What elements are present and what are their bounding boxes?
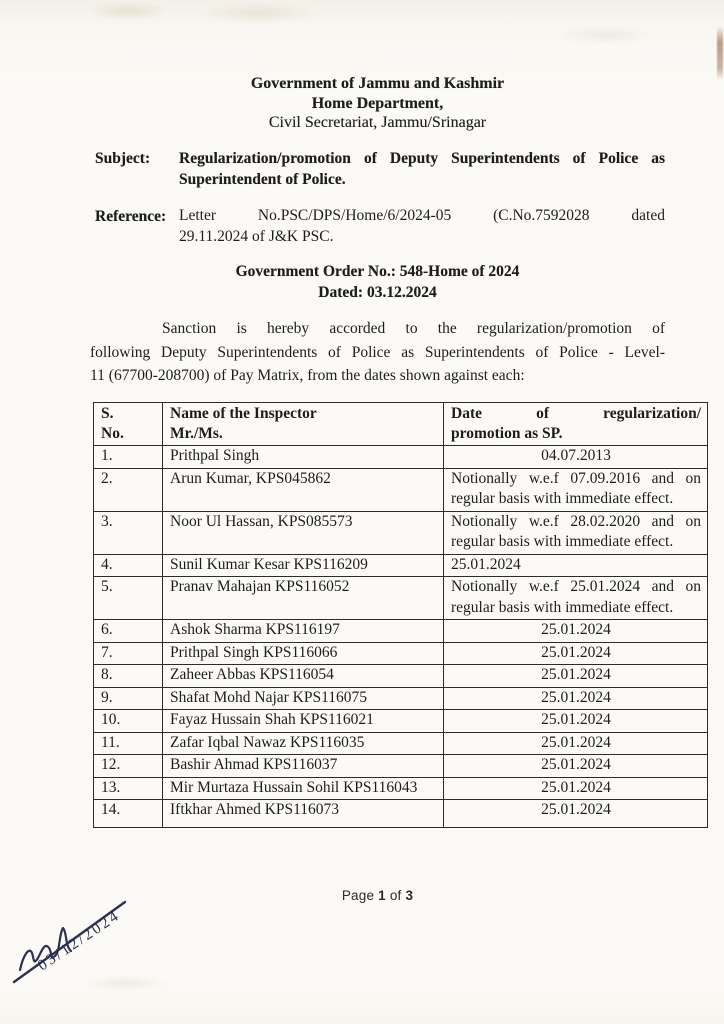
table-body [94, 446, 708, 828]
cell-name: Prithpal Singh KPS116066 [163, 642, 444, 665]
cell-serial: 14. [94, 800, 163, 828]
table-row [94, 511, 708, 554]
cell-serial: 10. [94, 710, 163, 733]
table-row [94, 777, 708, 800]
cell-name: Bashir Ahmad KPS116037 [163, 755, 444, 778]
cell-date: 25.01.2024 [444, 800, 708, 828]
cell-serial: 1. [94, 446, 163, 469]
sanction-paragraph [90, 317, 665, 388]
cell-serial: 12. [94, 755, 163, 778]
scan-smudge [198, 3, 318, 23]
scan-smudge [555, 26, 655, 44]
header-name [163, 403, 444, 446]
cell-date: Notionally w.e.f 25.01.2024 and on regular basis with immediate effect. [444, 577, 708, 620]
header-serial-line1: S. [101, 405, 114, 422]
reference-label: Reference: [95, 208, 167, 225]
cell-date: 25.01.2024 [444, 554, 708, 577]
table-row [94, 665, 708, 688]
cell-serial: 4. [94, 554, 163, 577]
letterhead [90, 74, 665, 133]
cell-name: Ashok Sharma KPS116197 [163, 620, 444, 643]
reference-block [95, 206, 665, 247]
subject-line-1: Regularization/promotion of Deputy Superintendents of Police as [179, 150, 665, 167]
cell-date: 25.01.2024 [444, 665, 708, 688]
cell-name: Zaheer Abbas KPS116054 [163, 665, 444, 688]
department-title: Home Department, [311, 94, 444, 112]
paragraph-line-2: following Deputy Superintendents of Police as Superintendents of Police - Level- [90, 343, 665, 361]
paragraph-line-3: 11 (67700-208700) of Pay Matrix, from the dates shown against each: [90, 367, 525, 384]
cell-date: 04.07.2013 [444, 446, 708, 469]
cell-serial: 6. [94, 620, 163, 643]
subject-line-2: Superintendent of Police. [179, 171, 346, 188]
cell-date: 25.01.2024 [444, 620, 708, 643]
table-row [94, 687, 708, 710]
promotion-table [93, 402, 708, 828]
header-name-line2: Mr./Ms. [170, 424, 223, 442]
cell-name: Fayaz Hussain Shah KPS116021 [163, 710, 444, 733]
secretariat-line: Civil Secretariat, Jammu/Srinagar [268, 114, 487, 131]
cell-serial: 3. [94, 511, 163, 554]
cell-name: Noor Ul Hassan, KPS085573 [163, 511, 444, 554]
table-row [94, 800, 708, 828]
footer-word-of: of [389, 888, 402, 903]
cell-serial: 8. [94, 665, 163, 688]
scan-edge-mark [717, 26, 723, 80]
scan-smudge [88, 2, 168, 20]
cell-name: Shafat Mohd Najar KPS116075 [163, 687, 444, 710]
order-block [90, 261, 665, 303]
cell-serial: 11. [94, 732, 163, 755]
table-row [94, 577, 708, 620]
cell-date: 25.01.2024 [444, 777, 708, 800]
cell-serial: 5. [94, 577, 163, 620]
header-date-line1: Date of regularization/ [451, 405, 701, 422]
footer-page-number: 1 [378, 888, 386, 903]
subject-text [179, 148, 665, 190]
cell-name: Prithpal Singh [163, 446, 444, 469]
cell-serial: 9. [94, 687, 163, 710]
cell-name: Pranav Mahajan KPS116052 [163, 577, 444, 620]
cell-serial: 13. [94, 777, 163, 800]
cell-date: Notionally w.e.f 28.02.2020 and on regular basis with immediate effect. [444, 511, 708, 554]
table-row [94, 468, 708, 511]
table-header-row [94, 403, 708, 446]
table-row [94, 755, 708, 778]
header-date-line2: promotion as SP. [451, 424, 563, 442]
reference-line-2: 29.11.2024 of J&K PSC. [179, 227, 334, 245]
cell-date: 25.01.2024 [444, 732, 708, 755]
cell-serial: 7. [94, 642, 163, 665]
cell-date: Notionally w.e.f 07.09.2016 and on regular basis with immediate effect. [444, 468, 708, 511]
subject-label: Subject: [95, 150, 151, 167]
header-name-line1: Name of the Inspector [170, 405, 317, 422]
table-row [94, 446, 708, 469]
handwritten-signature [4, 874, 184, 992]
table-row [94, 732, 708, 755]
order-date-line: Dated: 03.12.2024 [318, 284, 437, 301]
cell-serial: 2. [94, 468, 163, 511]
table-row [94, 554, 708, 577]
cell-name: Mir Murtaza Hussain Sohil KPS116043 [163, 777, 444, 800]
reference-text [179, 206, 665, 247]
reference-line-1: Letter No.PSC/DPS/Home/6/2024-05 (C.No.7592028 dated [179, 207, 665, 224]
header-date [444, 403, 708, 446]
order-number-line: Government Order No.: 548-Home of 2024 [235, 263, 520, 280]
footer-word-page: Page [341, 888, 375, 903]
header-serial-line2: No. [101, 424, 124, 442]
paragraph-line-1: Sanction is hereby accorded to the regularization/promotion of [162, 320, 665, 337]
footer-total-pages: 3 [405, 888, 414, 903]
subject-block [95, 148, 665, 190]
cell-date: 25.01.2024 [444, 710, 708, 733]
table-row [94, 710, 708, 733]
table-row [94, 620, 708, 643]
table-header [94, 403, 708, 446]
signature-date: 03/12/2024 [34, 906, 124, 975]
cell-date: 25.01.2024 [444, 642, 708, 665]
cell-date: 25.01.2024 [444, 755, 708, 778]
government-title: Government of Jammu and Kashmir [250, 75, 505, 92]
cell-name: Sunil Kumar Kesar KPS116209 [163, 554, 444, 577]
cell-name: Arun Kumar, KPS045862 [163, 468, 444, 511]
cell-name: Zafar Iqbal Nawaz KPS116035 [163, 732, 444, 755]
cell-date: 25.01.2024 [444, 687, 708, 710]
header-serial [94, 403, 163, 446]
table-row [94, 642, 708, 665]
cell-name: Iftkhar Ahmed KPS116073 [163, 800, 444, 828]
